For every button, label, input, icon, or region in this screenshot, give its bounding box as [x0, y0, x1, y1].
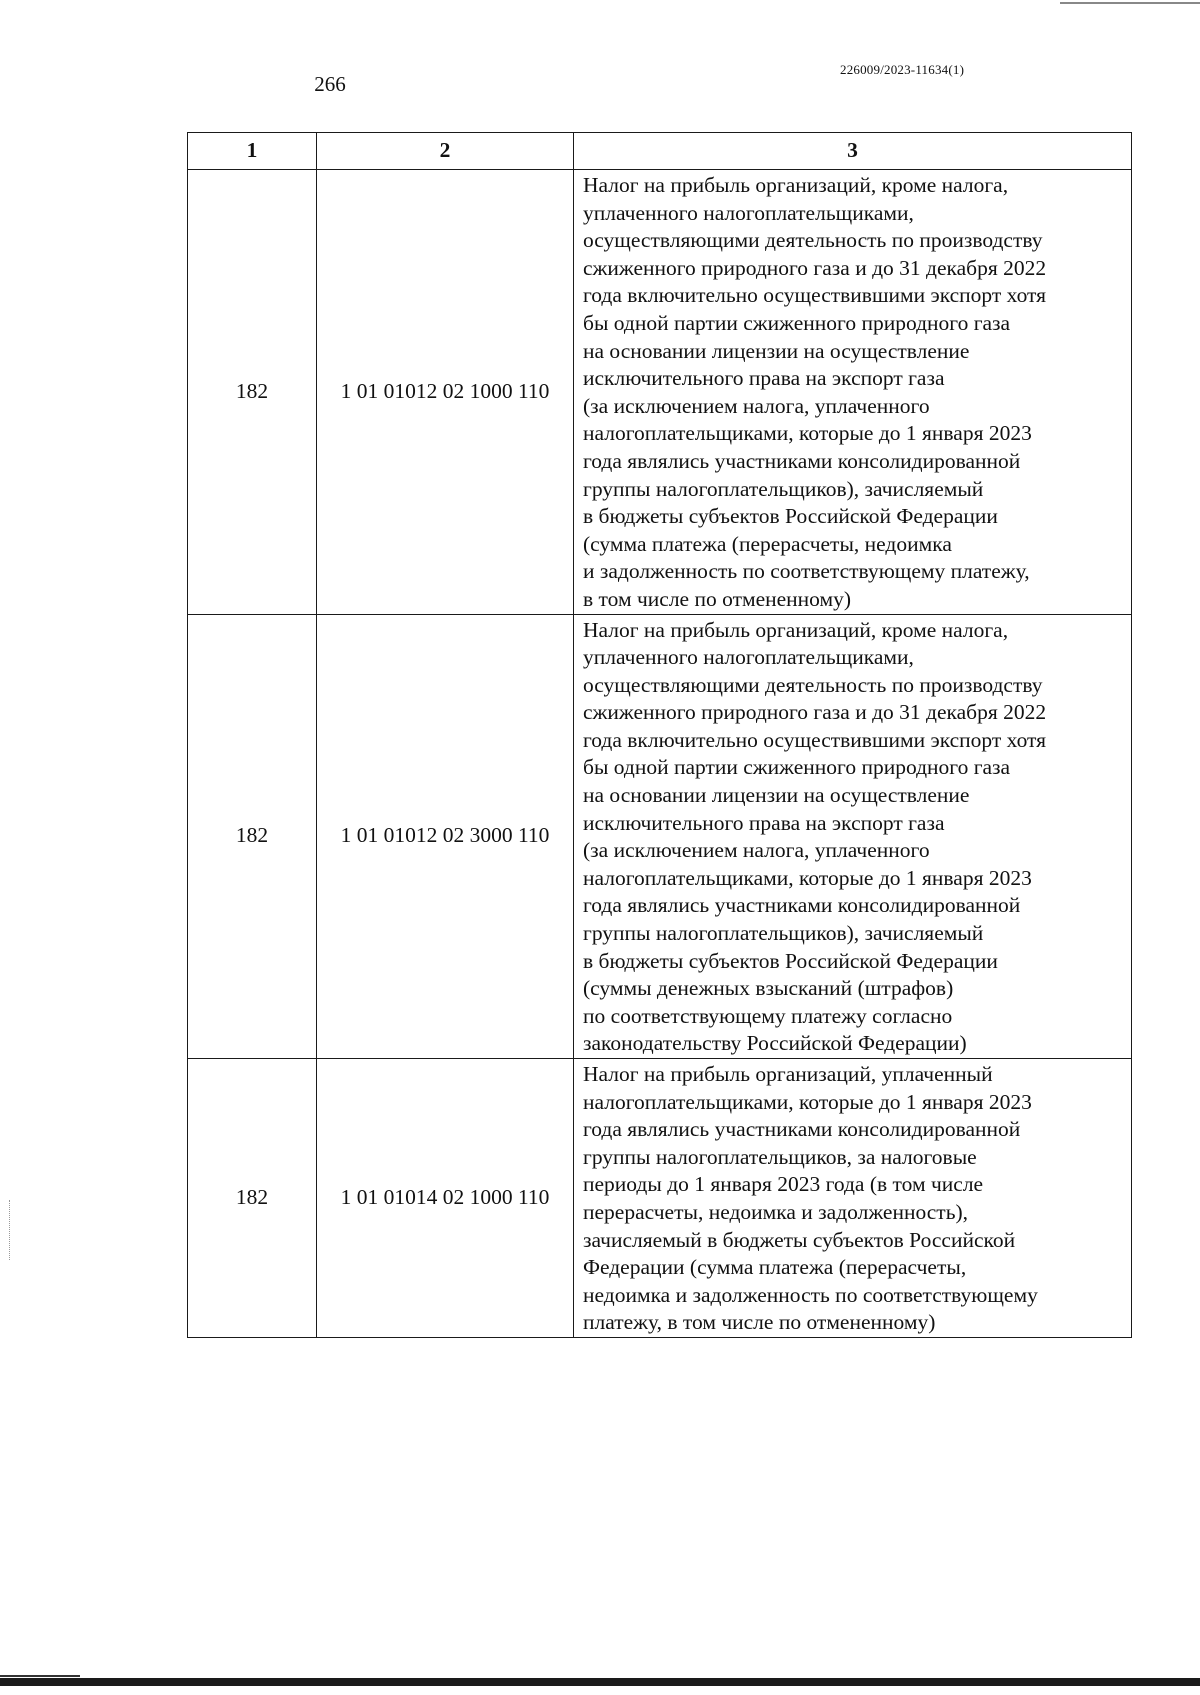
budget-classification-table	[187, 132, 1132, 1338]
description-line: (за исключением налога, уплаченного	[583, 838, 930, 863]
document-registration-number: 226009/2023-11634(1)	[840, 62, 965, 77]
description-line: законодательству Российской Федерации)	[583, 1031, 967, 1056]
description-line: осуществляющими деятельность по производству	[583, 672, 1043, 697]
table-row	[188, 1059, 1132, 1338]
description-line: (суммы денежных взысканий (штрафов)	[583, 976, 954, 1001]
description-line: года включительно осуществившими экспорт хотя	[583, 283, 1047, 308]
admin-code-cell: 182	[188, 614, 317, 1059]
description-cell	[574, 614, 1132, 1059]
description-line: группы налогоплательщиков), зачисляемый	[583, 476, 984, 501]
description-line: платежу, в том числе по отмененному)	[583, 1310, 936, 1335]
description-line: Налог на прибыль организаций, уплаченный	[583, 1062, 993, 1086]
table-header-row	[188, 133, 1132, 170]
description-line: на основании лицензии на осуществление	[583, 783, 970, 808]
description-line: в бюджеты субъектов Российской Федерации	[583, 504, 998, 529]
description-line: осуществляющими деятельность по производству	[583, 228, 1043, 253]
description-line: в бюджеты субъектов Российской Федерации	[583, 948, 998, 973]
description-line: (сумма платежа (перерасчеты, недоимка	[583, 531, 952, 556]
description-line: в том числе по отмененному)	[583, 586, 852, 611]
description-line: налогоплательщиками, которые до 1 января 2023	[583, 865, 1032, 890]
description-line: Федерации (сумма платежа (перерасчеты,	[583, 1255, 967, 1280]
description-line: исключительного права на экспорт газа	[583, 366, 945, 391]
description-line: и задолженность по соответствующему платежу,	[583, 559, 1030, 584]
description-line: года являлись участниками консолидированной	[583, 893, 1021, 918]
description-line: года включительно осуществившими экспорт хотя	[583, 727, 1047, 752]
description-line: недоимка и задолженность по соответствующему	[583, 1282, 1038, 1307]
description-line: зачисляемый в бюджеты субъектов Российской	[583, 1227, 1016, 1252]
table-body	[188, 170, 1132, 1338]
scan-margin-artifact	[9, 1200, 11, 1260]
description-line: группы налогоплательщиков), зачисляемый	[583, 921, 984, 946]
description-line: по соответствующему платежу согласно	[583, 1003, 953, 1028]
description-cell	[574, 1059, 1132, 1338]
budget-code-cell: 1 01 01012 02 1000 110	[317, 170, 574, 615]
description-line: на основании лицензии на осуществление	[583, 338, 970, 363]
column-header-2: 2	[317, 133, 574, 170]
description-line: Налог на прибыль организаций, кроме налога,	[583, 617, 1009, 642]
budget-code-cell: 1 01 01014 02 1000 110	[317, 1059, 574, 1338]
table-row	[188, 614, 1132, 1059]
scan-edge-line	[1060, 2, 1200, 4]
description-line: (за исключением налога, уплаченного	[583, 393, 930, 418]
description-line: налогоплательщиками, которые до 1 января 2023	[583, 1089, 1032, 1114]
admin-code-cell: 182	[188, 1059, 317, 1338]
page-number-container	[0, 72, 1200, 97]
table-row	[188, 170, 1132, 615]
description-line: бы одной партии сжиженного природного газа	[583, 755, 1011, 780]
description-cell	[574, 170, 1132, 615]
column-header-3: 3	[574, 133, 1132, 170]
description-line: сжиженного природного газа и до 31 декабря 2022	[583, 255, 1047, 280]
description-line: группы налогоплательщиков, за налоговые	[583, 1144, 977, 1169]
description-line: года являлись участниками консолидированной	[583, 1117, 1021, 1142]
description-line: уплаченного налогоплательщиками,	[583, 200, 914, 225]
description-line: бы одной партии сжиженного природного газа	[583, 310, 1011, 335]
admin-code-cell: 182	[188, 170, 317, 615]
description-line: налогоплательщиками, которые до 1 января 2023	[583, 421, 1032, 446]
page-number: 266	[314, 72, 346, 96]
description-line: сжиженного природного газа и до 31 декабря 2022	[583, 700, 1047, 725]
scan-bottom-edge	[0, 1678, 1200, 1686]
description-line: исключительного права на экспорт газа	[583, 810, 945, 835]
description-line: уплаченного налогоплательщиками,	[583, 645, 914, 670]
description-line: периоды до 1 января 2023 года (в том числе	[583, 1172, 984, 1197]
column-header-1: 1	[188, 133, 317, 170]
description-line: Налог на прибыль организаций, кроме налога,	[583, 173, 1009, 197]
description-line: перерасчеты, недоимка и задолженность),	[583, 1199, 969, 1224]
budget-code-cell: 1 01 01012 02 3000 110	[317, 614, 574, 1059]
description-line: года являлись участниками консолидированной	[583, 448, 1021, 473]
